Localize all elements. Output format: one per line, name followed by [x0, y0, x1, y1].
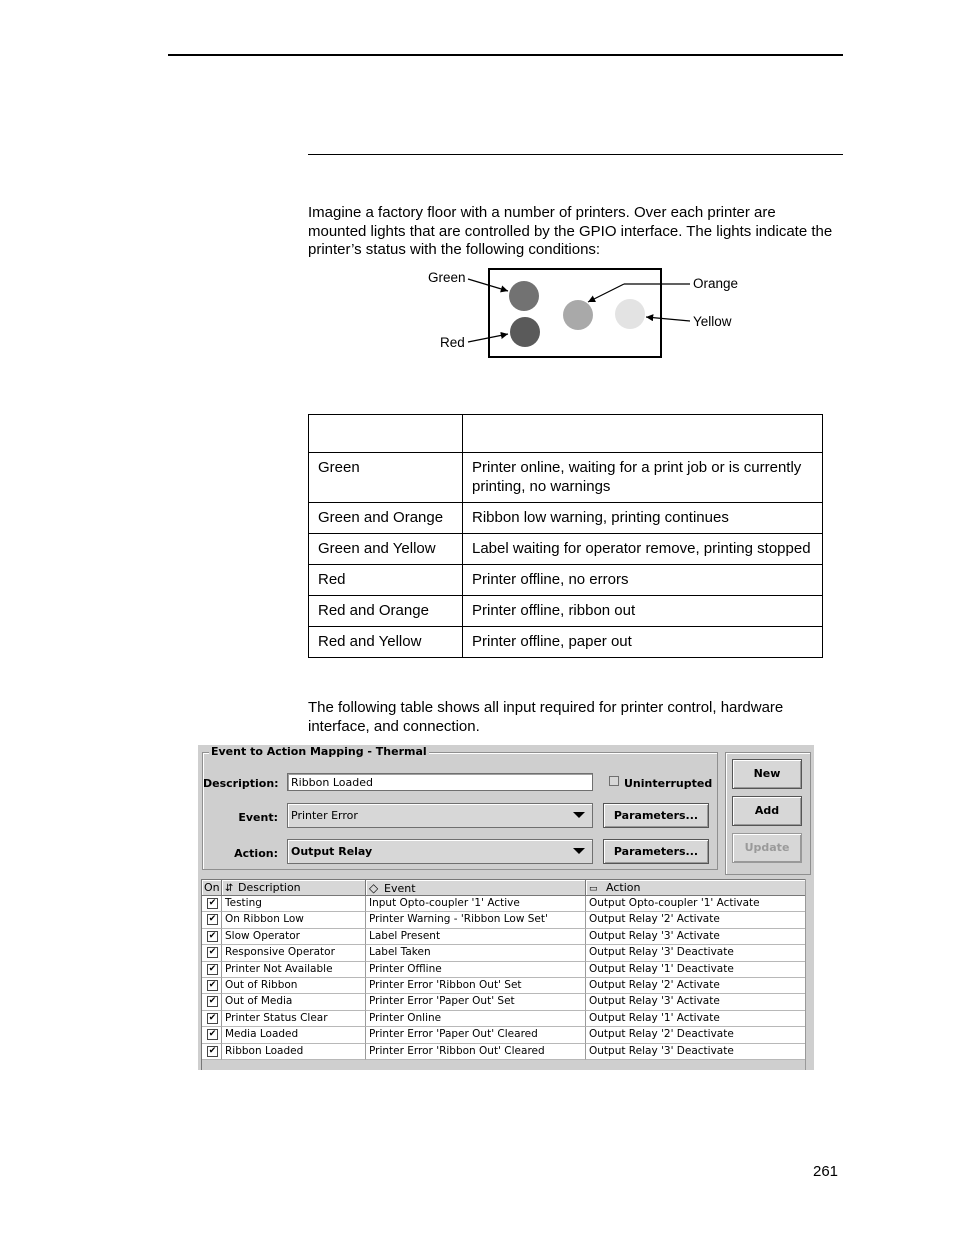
group-title: Event to Action Mapping - Thermal [211, 745, 427, 758]
event-cell: Label Present [366, 929, 586, 945]
table-row [309, 565, 823, 596]
header-rule [168, 54, 843, 56]
orange-label: Orange [693, 276, 739, 291]
light-cell: Red [309, 565, 463, 596]
red-label: Red [440, 335, 465, 350]
chevron-down-icon [573, 812, 585, 818]
light-status-table [308, 414, 823, 658]
header-cell-light [309, 415, 463, 453]
update-button[interactable]: Update [732, 833, 802, 863]
status-cell: Ribbon low warning, printing continues [463, 503, 823, 534]
action-parameters-button[interactable]: Parameters... [603, 839, 709, 864]
green-label: Green [428, 270, 466, 285]
description-label: Description: [203, 777, 279, 790]
action-cell: Output Opto-coupler '1' Activate [586, 896, 807, 912]
table-row [309, 596, 823, 627]
light-cell: Green and Orange [309, 503, 463, 534]
status-cell: Printer offline, no errors [463, 565, 823, 596]
mapping-group [202, 745, 718, 870]
description-cell: Responsive Operator [222, 945, 366, 961]
description-cell: Out of Ribbon [222, 978, 366, 994]
light-cell: Red and Yellow [309, 627, 463, 658]
action-cell: Output Relay '1' Activate [586, 1011, 807, 1027]
on-cell[interactable] [202, 1044, 222, 1060]
check-icon[interactable]: ✔ [208, 996, 217, 1007]
event-label: Event: [238, 811, 278, 824]
table-header-row [309, 415, 823, 453]
button-group [725, 752, 811, 875]
yellow-label: Yellow [693, 314, 732, 329]
column-header-on[interactable]: On [202, 880, 222, 896]
column-header-description[interactable]: ⇵ Description [222, 880, 366, 896]
description-cell: Media Loaded [222, 1027, 366, 1043]
event-cell: Printer Error 'Ribbon Out' Set [366, 978, 586, 994]
section-rule [308, 154, 843, 155]
table-row [309, 627, 823, 658]
action-cell: Output Relay '3' Activate [586, 994, 807, 1010]
new-button[interactable]: New [732, 759, 802, 789]
check-icon[interactable]: ✔ [208, 914, 217, 925]
action-cell: Output Relay '3' Deactivate [586, 945, 807, 961]
check-icon[interactable]: ✔ [208, 930, 217, 941]
check-icon[interactable]: ✔ [208, 947, 217, 958]
description-field[interactable]: Ribbon Loaded [287, 773, 593, 791]
event-select[interactable] [287, 803, 593, 828]
action-cell: Output Relay '1' Deactivate [586, 962, 807, 978]
table-row [309, 503, 823, 534]
check-icon[interactable]: ✔ [208, 1029, 217, 1040]
on-cell[interactable] [202, 1011, 222, 1027]
event-diamond-icon: ◇ [369, 881, 379, 895]
check-icon[interactable]: ✔ [208, 1012, 217, 1023]
on-cell[interactable] [202, 962, 222, 978]
uninterrupted-checkbox[interactable] [609, 776, 619, 786]
action-cell: Output Relay '3' Activate [586, 929, 807, 945]
intro-paragraph: Imagine a factory floor with a number of printers. Over each printer are mounted lights that are controlled by the GPIO interface. The lights indicate the printer’s status with the following conditions: [308, 204, 833, 258]
page-number: 261 [813, 1163, 839, 1180]
action-cell: Output Relay '3' Deactivate [586, 1044, 807, 1060]
description-cell: On Ribbon Low [222, 912, 366, 928]
event-parameters-button[interactable]: Parameters... [603, 803, 709, 828]
action-select[interactable] [287, 839, 593, 864]
event-cell: Printer Error 'Paper Out' Cleared [366, 1027, 586, 1043]
chevron-down-icon [573, 848, 585, 854]
vertical-scrollbar[interactable] [805, 879, 814, 1070]
table-row [309, 453, 823, 503]
event-cell: Printer Online [366, 1011, 586, 1027]
on-cell[interactable] [202, 929, 222, 945]
column-header-action[interactable]: ▭ Action [586, 880, 807, 896]
action-label: Action: [234, 847, 278, 860]
event-cell: Input Opto-coupler '1' Active [366, 896, 586, 912]
light-cell: Red and Orange [309, 596, 463, 627]
description-cell: Printer Not Available [222, 962, 366, 978]
light-cell: Green [309, 453, 463, 503]
check-icon[interactable]: ✔ [208, 898, 217, 908]
check-icon[interactable]: ✔ [208, 980, 217, 990]
event-cell: Printer Offline [366, 962, 586, 978]
event-cell: Printer Error 'Ribbon Out' Cleared [366, 1044, 586, 1060]
description-cell: Out of Media [222, 994, 366, 1010]
description-cell: Ribbon Loaded [222, 1044, 366, 1060]
status-cell: Label waiting for operator remove, printing stopped [463, 534, 823, 565]
action-icon: ▭ [589, 884, 598, 894]
lights-diagram [420, 266, 760, 366]
mapping-table [201, 879, 811, 1070]
on-cell[interactable] [202, 994, 222, 1010]
on-cell[interactable] [202, 978, 222, 994]
action-select-value: Output Relay [291, 845, 373, 858]
uninterrupted-label: Uninterrupted [624, 777, 713, 790]
on-cell[interactable] [202, 896, 222, 912]
action-cell: Output Relay '2' Activate [586, 978, 807, 994]
action-cell: Output Relay '2' Deactivate [586, 1027, 807, 1043]
on-cell[interactable] [202, 912, 222, 928]
description-cell: Slow Operator [222, 929, 366, 945]
header-cell-status [463, 415, 823, 453]
action-cell: Output Relay '2' Activate [586, 912, 807, 928]
check-icon[interactable]: ✔ [208, 1045, 217, 1056]
event-cell: Printer Warning - 'Ribbon Low Set' [366, 912, 586, 928]
light-cell: Green and Yellow [309, 534, 463, 565]
column-header-event[interactable]: ◇ Event [366, 880, 586, 896]
description-cell: Printer Status Clear [222, 1011, 366, 1027]
on-cell[interactable] [202, 1027, 222, 1043]
description-cell: Testing [222, 896, 366, 912]
status-cell: Printer offline, ribbon out [463, 596, 823, 627]
status-cell: Printer offline, paper out [463, 627, 823, 658]
check-icon[interactable]: ✔ [208, 963, 217, 974]
following-paragraph: The following table shows all input required for printer control, hardware interface, and connection. [308, 699, 784, 735]
sort-icon: ⇵ [225, 883, 234, 894]
on-cell[interactable] [202, 945, 222, 961]
event-cell: Printer Error 'Paper Out' Set [366, 994, 586, 1010]
status-cell: Printer online, waiting for a print job or is currently printing, no warnings [463, 453, 823, 503]
table-row [309, 534, 823, 565]
event-cell: Label Taken [366, 945, 586, 961]
event-select-value: Printer Error [291, 809, 358, 822]
event-action-window [198, 745, 814, 1070]
add-button[interactable]: Add [732, 796, 802, 826]
